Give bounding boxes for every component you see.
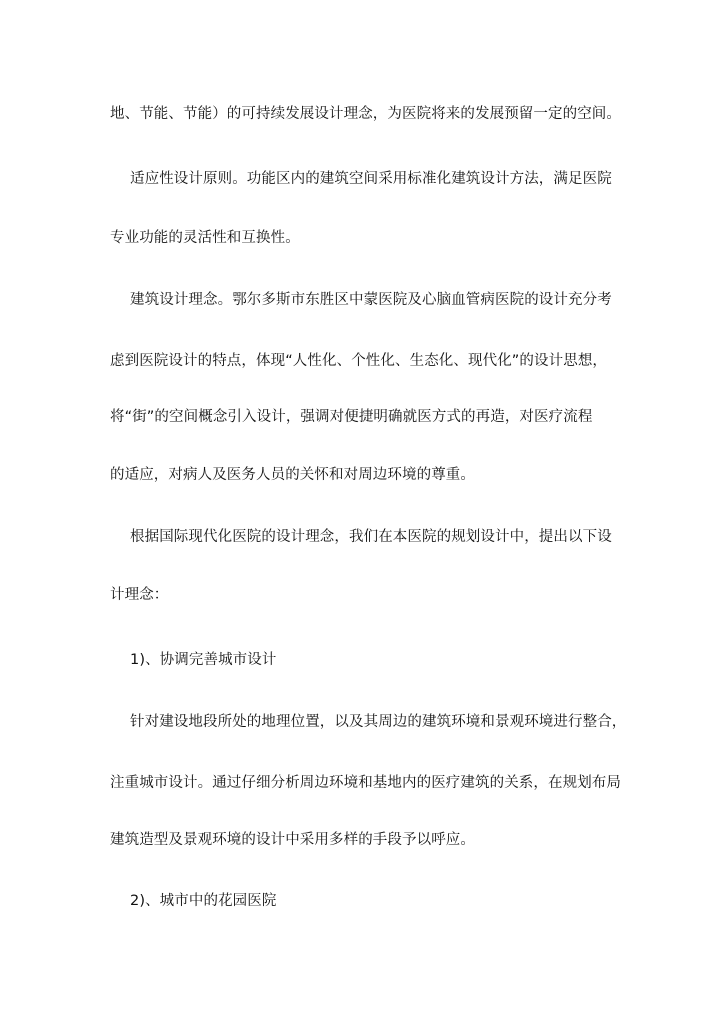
text-line: 注重城市设计。通过仔细分析周边环境和基地内的医疗建筑的关系，在规划布局: [110, 775, 621, 791]
text-line: 将“街”的空间概念引入设计，强调对便捷明确就医方式的再造，对医疗流程: [110, 409, 593, 425]
paragraph-adaptive-design: 适应性设计原则。功能区内的建筑空间采用标准化建筑设计方法，满足医院: [130, 171, 612, 187]
paragraph-design-principles: 根据国际现代化医院的设计理念，我们在本医院的规划设计中，提出以下设: [130, 529, 612, 545]
section-heading-urban-design: 1)、协调完善城市设计: [130, 652, 277, 668]
text-line: 计理念：: [110, 587, 169, 603]
text-line: 地、节能、节能）的可持续发展设计理念，为医院将来的发展预留一定的空间。: [110, 106, 621, 122]
text-line: 的适应，对病人及医务人员的关怀和对周边环境的尊重。: [110, 467, 475, 483]
paragraph-architectural-concept: 建筑设计理念。鄂尔多斯市东胜区中蒙医院及心脑血管病医院的设计充分考: [130, 292, 612, 308]
section-heading-garden-hospital: 2)、城市中的花园医院: [130, 893, 277, 909]
text-line: 专业功能的灵活性和互换性。: [110, 230, 300, 246]
text-line: 虑到医院设计的特点，体现“人性化、个性化、生态化、现代化”的设计思想，: [110, 353, 608, 369]
paragraph-site-integration: 针对建设地段所处的地理位置，以及其周边的建筑环境和景观环境进行整合，: [130, 714, 627, 730]
text-line: 建筑造型及景观环境的设计中采用多样的手段予以呼应。: [110, 832, 475, 848]
